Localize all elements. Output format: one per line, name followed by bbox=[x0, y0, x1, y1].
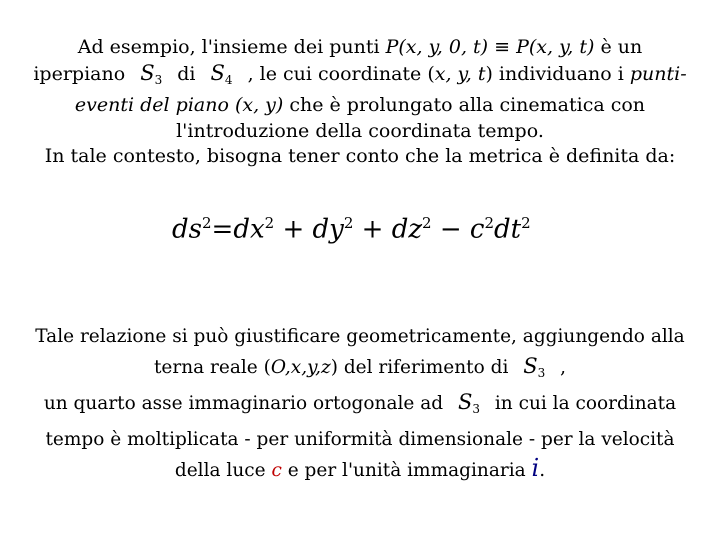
line-4: tempo è moltiplicata - per uniformità dimensionale - per la velocità bbox=[45, 428, 675, 450]
line-1 bbox=[0, 35, 720, 61]
text: ) del riferimento di bbox=[330, 356, 515, 378]
term-eventi: eventi del piano (x, y) bbox=[74, 94, 284, 116]
line-3 bbox=[0, 388, 720, 425]
line-4: l'introduzione della coordinata tempo. bbox=[176, 119, 544, 142]
metric-formula: $ds^2=dx^2 + dy^2 + dz^2 - c^2dt^2$ bbox=[172, 214, 531, 245]
line-3 bbox=[0, 93, 720, 119]
point-4d: P(x, y, 0, t) bbox=[385, 36, 489, 58]
text: iperpiano bbox=[33, 62, 132, 85]
s3-symbol: $S_3$ bbox=[140, 60, 163, 87]
term-punti: punti- bbox=[629, 62, 687, 85]
text: terna reale ( bbox=[153, 356, 271, 378]
s3-symbol: $S_3$ bbox=[457, 390, 480, 416]
s4-symbol: $S_4$ bbox=[210, 60, 233, 87]
line-1: Tale relazione si può giustificare geometricamente, aggiungendo alla bbox=[35, 326, 685, 347]
speed-of-light: c bbox=[271, 460, 282, 481]
imaginary-unit: i bbox=[531, 454, 540, 482]
s3-symbol: $S_3$ bbox=[523, 353, 546, 380]
line-5 bbox=[0, 454, 720, 486]
text: e per l'unità immaginaria bbox=[281, 460, 532, 481]
line-2 bbox=[0, 61, 720, 94]
text: ) individuano i bbox=[485, 62, 630, 85]
text: Ad esempio, l'insieme dei punti bbox=[77, 36, 386, 58]
text: un quarto asse immaginario ortogonale ad bbox=[43, 393, 449, 414]
text: , bbox=[554, 356, 567, 378]
text: di bbox=[171, 62, 202, 85]
text: , le cui coordinate ( bbox=[241, 62, 435, 85]
line-5: In tale contesto, bisogna tener conto che la metrica è definita da: bbox=[44, 145, 676, 167]
coordinates: x, y, t bbox=[434, 62, 486, 85]
text: della luce bbox=[174, 460, 272, 481]
text: in cui la coordinata bbox=[488, 393, 677, 414]
explanation-paragraph bbox=[0, 322, 720, 486]
text: . bbox=[539, 460, 546, 481]
point-3d: P(x, y, t) bbox=[516, 36, 595, 58]
intro-paragraph bbox=[0, 35, 720, 170]
equiv-symbol: ≡ bbox=[488, 36, 517, 58]
triad: O,x,y,z bbox=[270, 356, 331, 378]
text: che è prolungato alla cinematica con bbox=[283, 94, 646, 116]
line-2 bbox=[0, 352, 720, 389]
text: è un bbox=[594, 36, 643, 58]
